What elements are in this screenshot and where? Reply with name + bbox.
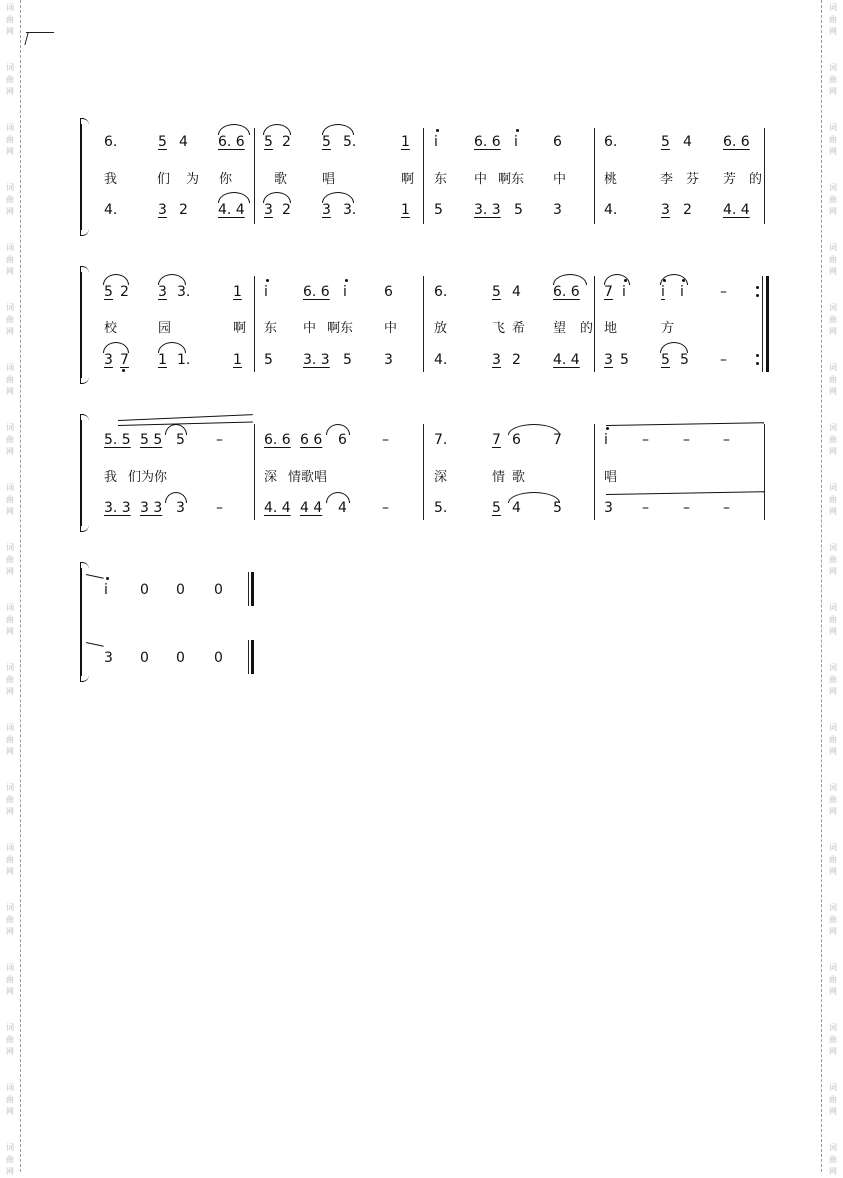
system-brace	[80, 420, 86, 526]
lyric-syllable: 中	[384, 321, 398, 336]
octave-dot	[266, 279, 269, 282]
watermark-text: 词 曲 网	[829, 63, 837, 96]
notation-token: 1	[401, 202, 410, 218]
notation-token: 3	[158, 202, 167, 218]
watermark-text: 词 曲 网	[829, 963, 837, 996]
barline	[254, 424, 255, 520]
notation-token: 3	[553, 202, 562, 218]
barline	[254, 276, 255, 372]
notation-token: 3	[604, 352, 613, 368]
barline	[764, 128, 765, 224]
slur	[103, 342, 129, 353]
notation-token: 2	[120, 284, 129, 300]
notation-token: i	[604, 432, 608, 448]
notation-token: 4.	[434, 352, 448, 368]
notation-token: 4	[683, 134, 692, 150]
lyric-syllable: 们	[157, 172, 171, 187]
notation-token: 1	[158, 352, 167, 368]
notation-token: 6.	[434, 284, 448, 300]
barline	[248, 640, 249, 674]
notation-token: 5	[322, 134, 331, 150]
notation-token: 4. 4	[264, 500, 291, 516]
watermark-text: 词 曲 网	[6, 63, 14, 96]
slur	[660, 342, 688, 353]
notation-token: 5	[104, 284, 113, 300]
lyric-syllable: 园	[158, 321, 172, 336]
notation-token: 4. 4	[553, 352, 580, 368]
slur	[263, 192, 291, 203]
watermark-text: 词 曲 网	[6, 723, 14, 756]
notation-token: 4.	[604, 202, 618, 218]
notation-token: 3	[176, 500, 185, 516]
lyric-syllable: 啊东	[498, 172, 525, 187]
barline	[423, 276, 424, 372]
lyric-syllable: 我	[104, 470, 118, 485]
notation-token: 7	[604, 284, 613, 300]
notation-token: 2	[282, 202, 291, 218]
notation-token: 3.	[343, 202, 357, 218]
watermark-text: 词 曲 网	[6, 543, 14, 576]
watermark-text: 词 曲 网	[829, 543, 837, 576]
watermark-text: 词 曲 网	[829, 663, 837, 696]
notation-token: 6	[512, 432, 521, 448]
notation-token: i	[434, 134, 438, 150]
watermark-text: 词 曲 网	[6, 963, 14, 996]
octave-dot	[436, 129, 439, 132]
lyric-syllable: 啊	[233, 321, 247, 336]
notation-token: 6	[553, 134, 562, 150]
notation-token: 3	[384, 352, 393, 368]
lyric-syllable: 中	[553, 172, 567, 187]
notation-token: i	[661, 284, 665, 300]
watermark-text: 词 曲 网	[829, 843, 837, 876]
notation-token: 6. 6	[218, 134, 245, 150]
notation-token: –	[216, 500, 223, 516]
notation-token: 7.	[434, 432, 448, 448]
notation-token: 3	[322, 202, 331, 218]
octave-dot	[106, 577, 109, 580]
slur	[263, 124, 291, 135]
lyric-syllable: 你	[219, 172, 233, 187]
slur	[165, 424, 187, 435]
notation-token: 2	[179, 202, 188, 218]
tie-line	[118, 414, 253, 421]
notation-token: 3	[158, 284, 167, 300]
low-octave-dot	[122, 369, 125, 372]
notation-token: –	[720, 284, 727, 300]
notation-token: 6.	[604, 134, 618, 150]
watermark-text: 词 曲 网	[6, 1083, 14, 1116]
notation-token: i	[622, 284, 626, 300]
lyric-syllable: 地	[604, 321, 618, 336]
notation-token: 4	[512, 284, 521, 300]
watermark-column-left	[0, 0, 20, 1176]
notation-token: 7	[120, 352, 129, 368]
notation-token: 6.	[104, 134, 118, 150]
notation-token: 5.	[434, 500, 448, 516]
notation-token: –	[720, 352, 727, 368]
slur	[326, 424, 350, 435]
lyric-syllable: 为	[186, 172, 200, 187]
notation-token: i	[343, 284, 347, 300]
tie-line	[86, 642, 104, 647]
notation-token: 4. 4	[218, 202, 245, 218]
lyric-syllable: 我	[104, 172, 118, 187]
lyric-syllable: 中	[303, 321, 317, 336]
notation-token: 3	[604, 500, 613, 516]
notation-token: 3	[492, 352, 501, 368]
slur	[322, 192, 354, 203]
tie-line	[86, 574, 104, 579]
barline	[594, 128, 595, 224]
notation-token: 4	[179, 134, 188, 150]
final-barline	[251, 572, 254, 606]
octave-dot	[663, 279, 666, 282]
repeat-dot	[756, 362, 759, 365]
notation-token: 5	[264, 352, 273, 368]
lyric-syllable: 桃	[604, 172, 618, 187]
slur	[218, 124, 250, 135]
final-barline	[251, 640, 254, 674]
notation-token: 2	[512, 352, 521, 368]
notation-token: 0	[176, 650, 185, 666]
barline	[254, 128, 255, 224]
lyric-syllable: 飞	[492, 321, 506, 336]
barline	[248, 572, 249, 606]
system-brace	[80, 568, 86, 676]
octave-dot	[606, 427, 609, 430]
notation-token: –	[723, 500, 730, 516]
notation-token: 0	[140, 582, 149, 598]
notation-token: 3	[661, 202, 670, 218]
watermark-text: 词 曲 网	[829, 1023, 837, 1056]
slur	[508, 424, 560, 435]
notation-token: 4. 4	[723, 202, 750, 218]
lyric-syllable: 们为你	[128, 470, 168, 485]
lyric-syllable: 唱	[604, 470, 618, 485]
slur	[158, 342, 186, 353]
notation-token: 3. 3	[104, 500, 131, 516]
repeat-end-barline	[766, 276, 769, 372]
lyric-syllable: 方	[661, 321, 675, 336]
watermark-text: 词 曲 网	[6, 303, 14, 336]
notation-token: 3 3	[140, 500, 163, 516]
slur	[103, 274, 129, 285]
watermark-text: 词 曲 网	[6, 783, 14, 816]
barline	[594, 424, 595, 520]
watermark-text: 词 曲 网	[829, 903, 837, 936]
lyric-syllable: 望	[553, 321, 567, 336]
lyric-syllable: 李	[660, 172, 674, 187]
octave-dot	[345, 279, 348, 282]
barline	[594, 276, 595, 372]
lyric-syllable: 情	[492, 470, 506, 485]
watermark-text: 词 曲 网	[829, 723, 837, 756]
lyric-syllable: 的	[749, 172, 763, 187]
slur	[218, 192, 250, 203]
notation-token: 3.	[177, 284, 191, 300]
system-brace	[80, 124, 86, 230]
notation-token: 0	[140, 650, 149, 666]
notation-token: 5	[264, 134, 273, 150]
lyric-syllable: 希	[512, 321, 526, 336]
notation-token: 7	[553, 432, 562, 448]
notation-token: 3. 3	[303, 352, 330, 368]
barline	[764, 424, 765, 520]
notation-token: 1	[401, 134, 410, 150]
lyric-syllable: 中	[474, 172, 488, 187]
system-brace	[80, 272, 86, 378]
notation-token: 5	[492, 500, 501, 516]
watermark-text: 词 曲 网	[829, 483, 837, 516]
notation-token: 5	[492, 284, 501, 300]
notation-token: 4	[512, 500, 521, 516]
notation-token: 3	[104, 650, 113, 666]
repeat-dot	[756, 286, 759, 289]
notation-token: 5	[514, 202, 523, 218]
notation-token: 5	[158, 134, 167, 150]
notation-token: 5	[661, 352, 670, 368]
notation-token: 4.	[104, 202, 118, 218]
watermark-text: 词 曲 网	[6, 843, 14, 876]
notation-token: 6 6	[300, 432, 323, 448]
notation-token: 5	[434, 202, 443, 218]
lyric-syllable: 深	[264, 470, 278, 485]
repeat-dot	[756, 354, 759, 357]
watermark-text: 词 曲 网	[829, 1143, 837, 1176]
notation-token: i	[104, 582, 108, 598]
lyric-syllable: 东	[434, 172, 448, 187]
notation-token: 5	[343, 352, 352, 368]
watermark-text: 词 曲 网	[6, 1023, 14, 1056]
lyric-syllable: 放	[434, 321, 448, 336]
notation-token: 1	[233, 284, 242, 300]
watermark-text: 词 曲 网	[829, 363, 837, 396]
watermark-text: 词 曲 网	[6, 483, 14, 516]
lyric-syllable: 校	[104, 321, 118, 336]
watermark-text: 词 曲 网	[6, 183, 14, 216]
watermark-text: 词 曲 网	[6, 903, 14, 936]
lyric-syllable: 啊东	[327, 321, 354, 336]
octave-dot	[624, 279, 627, 282]
tie-line	[606, 422, 764, 426]
watermark-column-right	[823, 0, 843, 1176]
watermark-text: 词 曲 网	[829, 603, 837, 636]
lyric-syllable: 歌	[512, 470, 526, 485]
notation-token: 3	[264, 202, 273, 218]
watermark-text: 词 曲 网	[829, 3, 837, 36]
notation-token: –	[683, 500, 690, 516]
notation-token: i	[680, 284, 684, 300]
watermark-text: 词 曲 网	[829, 243, 837, 276]
notation-token: 6. 6	[474, 134, 501, 150]
watermark-text: 词 曲 网	[6, 663, 14, 696]
watermark-text: 词 曲 网	[6, 363, 14, 396]
notation-token: 0	[176, 582, 185, 598]
notation-token: –	[723, 432, 730, 448]
tie-line	[606, 491, 764, 495]
watermark-text: 词 曲 网	[6, 1143, 14, 1176]
notation-token: 6	[384, 284, 393, 300]
slur	[508, 492, 560, 503]
watermark-text: 词 曲 网	[829, 1083, 837, 1116]
notation-token: 1	[233, 352, 242, 368]
slur	[326, 492, 350, 503]
notation-token: –	[216, 432, 223, 448]
watermark-text: 词 曲 网	[829, 423, 837, 456]
watermark-text: 词 曲 网	[829, 183, 837, 216]
octave-dot	[516, 129, 519, 132]
notation-token: 5 5	[140, 432, 163, 448]
barline	[762, 276, 763, 372]
notation-token: 5. 5	[104, 432, 131, 448]
lyric-syllable: 芬	[686, 172, 700, 187]
slur	[165, 492, 187, 503]
notation-token: –	[382, 432, 389, 448]
notation-token: 7	[492, 432, 501, 448]
slur	[553, 274, 587, 285]
notation-token: 5	[661, 134, 670, 150]
lyric-syllable: 的	[580, 321, 594, 336]
watermark-text: 词 曲 网	[829, 303, 837, 336]
notation-token: –	[642, 432, 649, 448]
notation-token: 6. 6	[264, 432, 291, 448]
watermark-text: 词 曲 网	[6, 603, 14, 636]
octave-dot	[682, 279, 685, 282]
notation-token: –	[642, 500, 649, 516]
lyric-syllable: 芳	[723, 172, 737, 187]
watermark-text: 词 曲 网	[829, 783, 837, 816]
notation-token: 5	[620, 352, 629, 368]
repeat-dot	[756, 294, 759, 297]
lyric-syllable: 唱	[322, 172, 336, 187]
barline	[423, 128, 424, 224]
notation-token: i	[264, 284, 268, 300]
lyric-syllable: 深	[434, 470, 448, 485]
watermark-text: 词 曲 网	[6, 423, 14, 456]
notation-token: 4	[338, 500, 347, 516]
notation-token: 6. 6	[303, 284, 330, 300]
watermark-text: 词 曲 网	[6, 3, 14, 36]
notation-token: 6. 6	[723, 134, 750, 150]
lyric-syllable: 歌	[274, 172, 288, 187]
notation-token: 0	[214, 650, 223, 666]
lyric-syllable: 东	[264, 321, 278, 336]
barline	[423, 424, 424, 520]
notation-token: 6	[338, 432, 347, 448]
notation-token: 0	[214, 582, 223, 598]
notation-token: 5.	[343, 134, 357, 150]
notation-token: 2	[683, 202, 692, 218]
notation-token: i	[514, 134, 518, 150]
slur	[158, 274, 186, 285]
corner-crop-mark	[26, 32, 54, 45]
notation-token: 5	[176, 432, 185, 448]
notation-token: 5	[553, 500, 562, 516]
notation-token: 6. 6	[553, 284, 580, 300]
slur	[322, 124, 354, 135]
tie-line	[118, 421, 253, 426]
notation-token: 1.	[177, 352, 191, 368]
notation-token: 5	[680, 352, 689, 368]
notation-token: –	[683, 432, 690, 448]
notation-token: 4 4	[300, 500, 323, 516]
notation-token: 3. 3	[474, 202, 501, 218]
watermark-text: 词 曲 网	[6, 123, 14, 156]
watermark-text: 词 曲 网	[829, 123, 837, 156]
lyric-syllable: 啊	[401, 172, 415, 187]
notation-token: –	[382, 500, 389, 516]
lyric-syllable: 情歌唱	[288, 470, 328, 485]
notation-token: 2	[282, 134, 291, 150]
watermark-text: 词 曲 网	[6, 243, 14, 276]
notation-token: 3	[104, 352, 113, 368]
